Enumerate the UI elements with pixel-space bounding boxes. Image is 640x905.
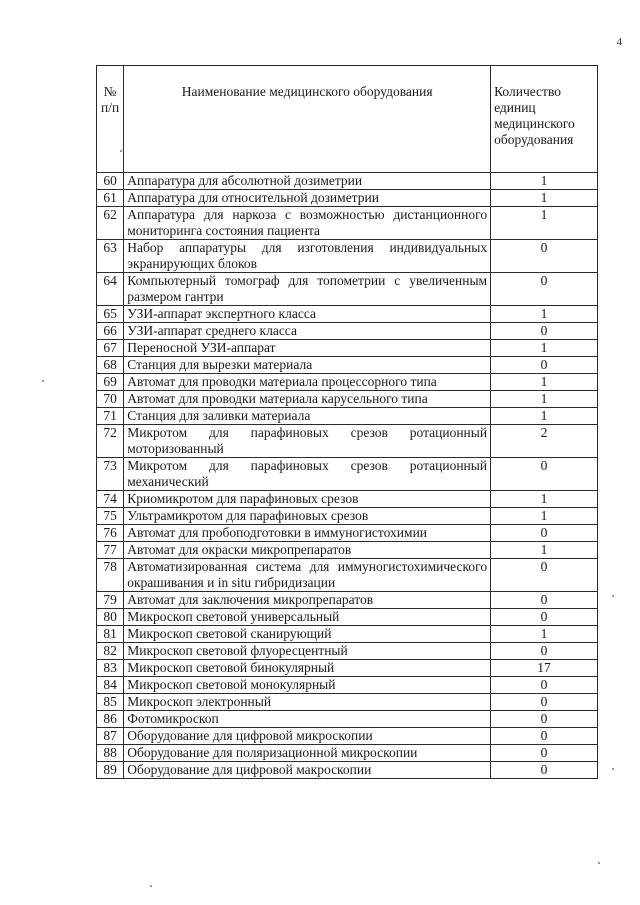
- row-quantity: 0: [491, 745, 598, 762]
- row-number: 64: [97, 273, 124, 306]
- table-row: [97, 408, 598, 425]
- table-row: [97, 525, 598, 542]
- row-equipment-name: Аппаратура для абсолютной дозиметрии: [124, 173, 491, 190]
- row-quantity: 1: [491, 173, 598, 190]
- table-row: [97, 207, 598, 240]
- row-equipment-name: Ультрамикротом для парафиновых срезов: [124, 508, 491, 525]
- row-number: 87: [97, 728, 124, 745]
- table-row: [97, 728, 598, 745]
- row-number: 74: [97, 491, 124, 508]
- row-equipment-name: Микроскоп световой бинокулярный: [124, 660, 491, 677]
- row-number: 63: [97, 240, 124, 273]
- row-equipment-name: Автомат для пробоподготовки в иммуногистохимии: [124, 525, 491, 542]
- row-number: 69: [97, 374, 124, 391]
- table-row: [97, 609, 598, 626]
- table-row: [97, 677, 598, 694]
- header-quantity: Количество единиц медицинского оборудования: [491, 66, 598, 173]
- table-row: [97, 340, 598, 357]
- row-quantity: 0: [491, 525, 598, 542]
- row-equipment-name: Криомикротом для парафиновых срезов: [124, 491, 491, 508]
- row-number: 61: [97, 190, 124, 207]
- row-number: 65: [97, 306, 124, 323]
- table-row: [97, 306, 598, 323]
- row-number: 86: [97, 711, 124, 728]
- row-equipment-name: Станция для вырезки материала: [124, 357, 491, 374]
- equipment-table: [96, 65, 598, 779]
- row-number: 82: [97, 643, 124, 660]
- row-equipment-name: Микроскоп электронный: [124, 694, 491, 711]
- row-equipment-name: Автомат для окраски микропрепаратов: [124, 542, 491, 559]
- row-equipment-name: Микроскоп световой сканирующий: [124, 626, 491, 643]
- row-equipment-name: УЗИ-аппарат экспертного класса: [124, 306, 491, 323]
- table-row: [97, 660, 598, 677]
- table-body: [97, 173, 598, 779]
- row-quantity: 0: [491, 592, 598, 609]
- row-number: 85: [97, 694, 124, 711]
- row-equipment-name: Аппаратура для относительной дозиметрии: [124, 190, 491, 207]
- row-number: 66: [97, 323, 124, 340]
- table-row: [97, 745, 598, 762]
- table-row: [97, 357, 598, 374]
- row-quantity: 1: [491, 306, 598, 323]
- table-row: [97, 458, 598, 491]
- row-number: 77: [97, 542, 124, 559]
- row-equipment-name: Микротом для парафиновых срезов ротационный моторизованный: [124, 425, 491, 458]
- row-quantity: 1: [491, 340, 598, 357]
- row-quantity: 0: [491, 323, 598, 340]
- row-equipment-name: Набор аппаратуры для изготовления индивидуальных экранирующих блоков: [124, 240, 491, 273]
- row-equipment-name: Оборудование для поляризационной микроскопии: [124, 745, 491, 762]
- row-quantity: 0: [491, 728, 598, 745]
- table-row: [97, 626, 598, 643]
- row-equipment-name: Фотомикроскоп: [124, 711, 491, 728]
- row-number: 60: [97, 173, 124, 190]
- table-row: [97, 643, 598, 660]
- row-number: 79: [97, 592, 124, 609]
- table-row: [97, 491, 598, 508]
- row-number: 81: [97, 626, 124, 643]
- row-quantity: 0: [491, 677, 598, 694]
- row-quantity: 0: [491, 273, 598, 306]
- row-equipment-name: Переносной УЗИ-аппарат: [124, 340, 491, 357]
- row-equipment-name: Автоматизированная система для иммуногистохимического окрашивания и in situ гибридизации: [124, 559, 491, 592]
- row-quantity: 0: [491, 458, 598, 491]
- row-quantity: 2: [491, 425, 598, 458]
- row-number: 83: [97, 660, 124, 677]
- row-quantity: 0: [491, 643, 598, 660]
- row-quantity: 0: [491, 711, 598, 728]
- table-row: [97, 391, 598, 408]
- table-row: [97, 762, 598, 779]
- row-number: 73: [97, 458, 124, 491]
- row-quantity: 17: [491, 660, 598, 677]
- table-row: [97, 694, 598, 711]
- row-quantity: 1: [491, 491, 598, 508]
- table-row: [97, 240, 598, 273]
- table-row: [97, 508, 598, 525]
- row-equipment-name: Оборудование для цифровой микроскопии: [124, 728, 491, 745]
- row-equipment-name: Микроскоп световой универсальный: [124, 609, 491, 626]
- row-quantity: 1: [491, 190, 598, 207]
- table-row: [97, 273, 598, 306]
- row-number: 67: [97, 340, 124, 357]
- scan-speck: [612, 768, 614, 770]
- row-number: 80: [97, 609, 124, 626]
- row-number: 71: [97, 408, 124, 425]
- row-quantity: 0: [491, 357, 598, 374]
- row-number: 70: [97, 391, 124, 408]
- row-quantity: 0: [491, 559, 598, 592]
- table-row: [97, 173, 598, 190]
- row-number: 78: [97, 559, 124, 592]
- row-equipment-name: Автомат для проводки материала карусельного типа: [124, 391, 491, 408]
- table-row: [97, 425, 598, 458]
- row-equipment-name: УЗИ-аппарат среднего класса: [124, 323, 491, 340]
- row-quantity: 1: [491, 508, 598, 525]
- row-equipment-name: Оборудование для цифровой макроскопии: [124, 762, 491, 779]
- row-number: 76: [97, 525, 124, 542]
- row-quantity: 0: [491, 762, 598, 779]
- table-row: [97, 542, 598, 559]
- scan-speck: [120, 150, 122, 152]
- row-equipment-name: Станция для заливки материала: [124, 408, 491, 425]
- table-row: [97, 323, 598, 340]
- row-equipment-name: Автомат для заключения микропрепаратов: [124, 592, 491, 609]
- row-equipment-name: Компьютерный томограф для топометрии с увеличенным размером гантри: [124, 273, 491, 306]
- page-number: 4: [616, 36, 622, 48]
- row-quantity: 1: [491, 374, 598, 391]
- header-number: № п/п: [97, 66, 124, 173]
- table-row: [97, 374, 598, 391]
- row-equipment-name: Аппаратура для наркоза с возможностью дистанционного мониторинга состояния пациента: [124, 207, 491, 240]
- row-quantity: 0: [491, 694, 598, 711]
- row-number: 62: [97, 207, 124, 240]
- row-quantity: 1: [491, 542, 598, 559]
- header-equipment-name: Наименование медицинского оборудования: [124, 66, 491, 173]
- row-quantity: 0: [491, 609, 598, 626]
- row-number: 88: [97, 745, 124, 762]
- row-equipment-name: Автомат для проводки материала процессорного типа: [124, 374, 491, 391]
- row-equipment-name: Микроскоп световой флуоресцентный: [124, 643, 491, 660]
- table-header-row: [97, 66, 598, 173]
- scan-speck: [598, 862, 600, 864]
- scan-speck: [42, 380, 44, 382]
- row-number: 89: [97, 762, 124, 779]
- table-row: [97, 559, 598, 592]
- row-quantity: 0: [491, 240, 598, 273]
- table-row: [97, 711, 598, 728]
- row-number: 84: [97, 677, 124, 694]
- scan-speck: [150, 885, 152, 887]
- table-row: [97, 190, 598, 207]
- row-quantity: 1: [491, 626, 598, 643]
- scan-speck: [612, 595, 614, 597]
- row-quantity: 1: [491, 207, 598, 240]
- row-equipment-name: Микроскоп световой монокулярный: [124, 677, 491, 694]
- row-equipment-name: Микротом для парафиновых срезов ротационный механический: [124, 458, 491, 491]
- row-number: 72: [97, 425, 124, 458]
- row-number: 68: [97, 357, 124, 374]
- row-quantity: 1: [491, 408, 598, 425]
- table-row: [97, 592, 598, 609]
- row-number: 75: [97, 508, 124, 525]
- row-quantity: 1: [491, 391, 598, 408]
